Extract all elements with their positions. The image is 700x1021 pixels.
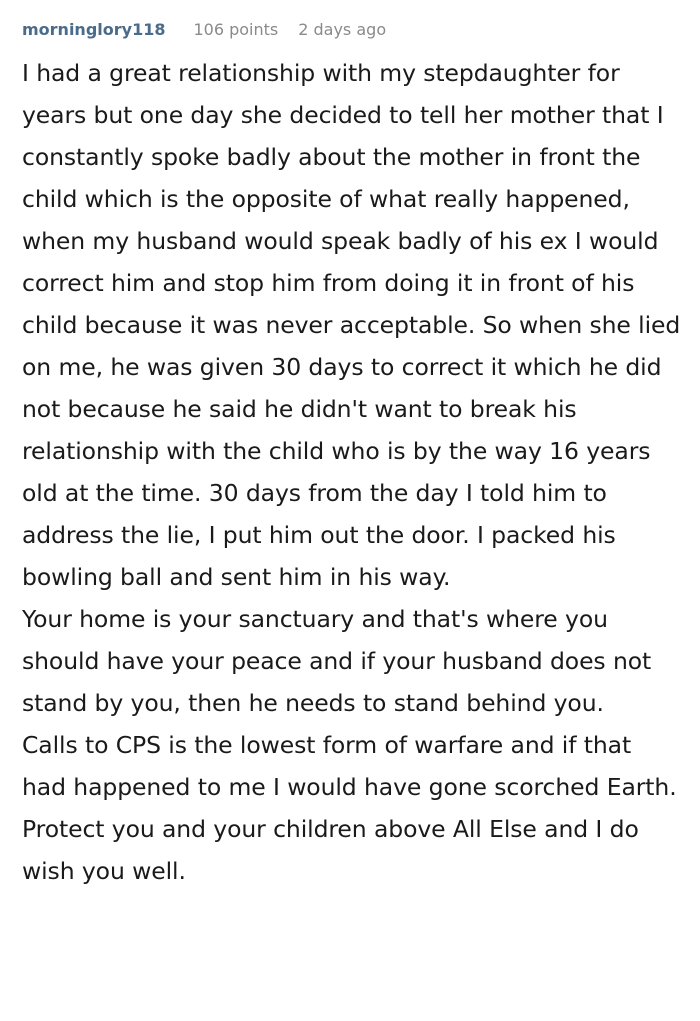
comment-paragraph: I had a great relationship with my stepdaughter for years but one day she decided to tell her mother that I constantly spoke badly about the mother in front the child which is the opposite of what really happened, when my husband would speak badly of his ex I would correct him and stop him from doing it in front of his child because it was never acceptable. So when she lied on me, he was given 30 days to correct it which he did not because he said he didn't want to break his relationship with the child who is by the way 16 years old at the time. 30 days from the day I told him to address the lie, I put him out the door. I packed his bowling ball and sent him in his way.: [22, 59, 681, 591]
comment-timestamp: 2 days ago: [298, 20, 387, 39]
comment: [22, 14, 682, 892]
comment-username-link[interactable]: morninglory118: [22, 20, 166, 39]
comment-meta: [22, 14, 682, 46]
comment-points: 106 points: [193, 20, 279, 39]
comment-paragraph: Calls to CPS is the lowest form of warfare and if that had happened to me I would have gone scorched Earth. Protect you and your children above All Else and I do wish you well.: [22, 731, 677, 885]
comment-paragraph: Your home is your sanctuary and that's where you should have your peace and if your husband does not stand by you, then he needs to stand behind you.: [22, 605, 652, 717]
comment-body: [22, 52, 682, 892]
